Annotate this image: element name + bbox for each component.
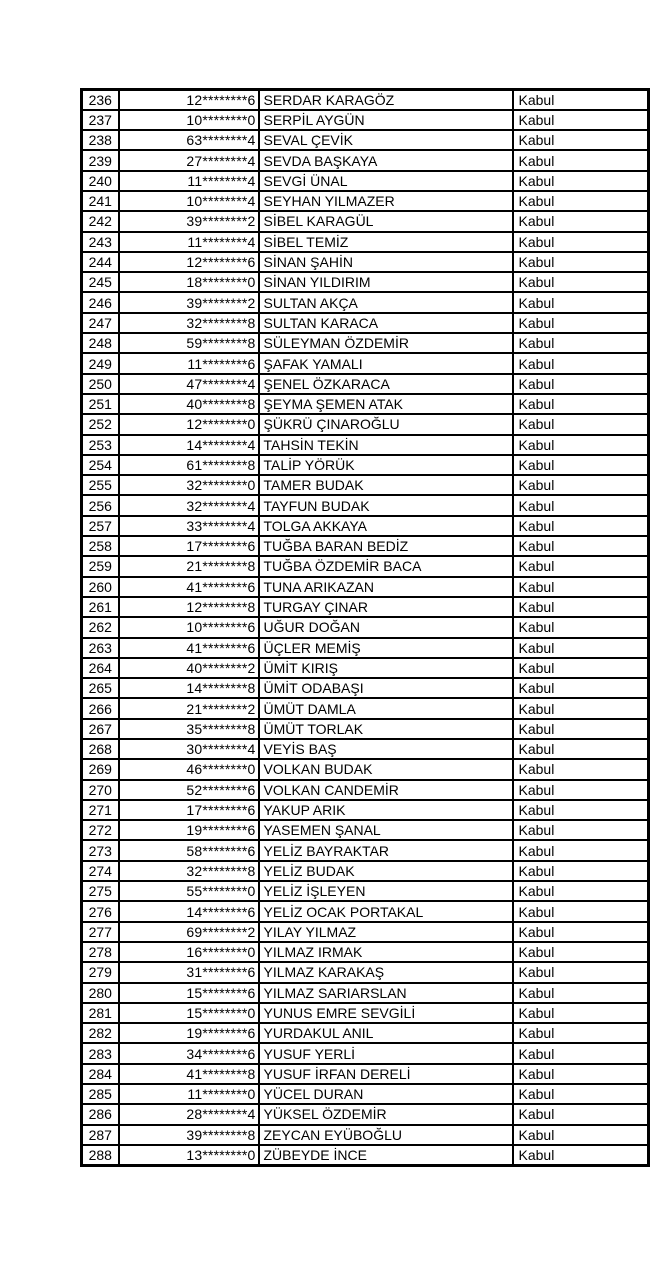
row-number-cell: 288 (82, 1145, 119, 1165)
name-cell: UĞUR DOĞAN (259, 617, 513, 637)
national-id-cell: 32********8 (119, 313, 259, 333)
row-number-cell: 241 (82, 191, 119, 211)
national-id-cell: 27********4 (119, 150, 259, 170)
row-number-cell: 282 (82, 1023, 119, 1043)
national-id-cell: 12********6 (119, 90, 259, 110)
row-number-cell: 285 (82, 1084, 119, 1104)
national-id-cell: 12********6 (119, 252, 259, 272)
table-row (82, 698, 649, 718)
table-row (82, 597, 649, 617)
name-cell: SEYHAN YILMAZER (259, 191, 513, 211)
table-row (82, 211, 649, 231)
row-number-cell: 283 (82, 1043, 119, 1063)
row-number-cell: 268 (82, 739, 119, 759)
row-number-cell: 245 (82, 272, 119, 292)
national-id-cell: 59********8 (119, 333, 259, 353)
row-number-cell: 251 (82, 394, 119, 414)
national-id-cell: 69********2 (119, 922, 259, 942)
row-number-cell: 258 (82, 536, 119, 556)
table-row (82, 881, 649, 901)
name-cell: TAHSİN TEKİN (259, 435, 513, 455)
name-cell: SEVGİ ÜNAL (259, 171, 513, 191)
table-row (82, 840, 649, 860)
national-id-cell: 46********0 (119, 759, 259, 779)
national-id-cell: 34********6 (119, 1043, 259, 1063)
status-cell: Kabul (513, 90, 649, 110)
name-cell: SİBEL TEMİZ (259, 232, 513, 252)
row-number-cell: 246 (82, 292, 119, 312)
status-cell: Kabul (513, 577, 649, 597)
status-cell: Kabul (513, 840, 649, 860)
status-cell: Kabul (513, 232, 649, 252)
row-number-cell: 249 (82, 353, 119, 373)
national-id-cell: 39********8 (119, 1125, 259, 1145)
name-cell: YILMAZ IRMAK (259, 942, 513, 962)
national-id-cell: 12********8 (119, 597, 259, 617)
row-number-cell: 247 (82, 313, 119, 333)
table-row (82, 90, 649, 110)
table-row (82, 313, 649, 333)
national-id-cell: 19********6 (119, 820, 259, 840)
status-cell: Kabul (513, 394, 649, 414)
status-cell: Kabul (513, 353, 649, 373)
national-id-cell: 40********8 (119, 394, 259, 414)
name-cell: SİNAN YILDIRIM (259, 272, 513, 292)
name-cell: TOLGA AKKAYA (259, 516, 513, 536)
name-cell: ŞÜKRÜ ÇINAROĞLU (259, 414, 513, 434)
name-cell: TUNA ARIKAZAN (259, 577, 513, 597)
name-cell: YÜCEL DURAN (259, 1084, 513, 1104)
name-cell: ÜÇLER MEMİŞ (259, 638, 513, 658)
row-number-cell: 250 (82, 374, 119, 394)
table-row (82, 901, 649, 921)
table-row (82, 171, 649, 191)
row-number-cell: 266 (82, 698, 119, 718)
national-id-cell: 15********6 (119, 983, 259, 1003)
row-number-cell: 270 (82, 780, 119, 800)
national-id-cell: 41********6 (119, 638, 259, 658)
name-cell: SİNAN ŞAHİN (259, 252, 513, 272)
row-number-cell: 257 (82, 516, 119, 536)
row-number-cell: 248 (82, 333, 119, 353)
national-id-cell: 32********0 (119, 475, 259, 495)
national-id-cell: 14********8 (119, 678, 259, 698)
row-number-cell: 256 (82, 495, 119, 515)
table-row (82, 495, 649, 515)
name-cell: ÜMİT KIRIŞ (259, 658, 513, 678)
status-cell: Kabul (513, 881, 649, 901)
name-cell: TAYFUN BUDAK (259, 495, 513, 515)
table-row (82, 1125, 649, 1145)
national-id-cell: 14********6 (119, 901, 259, 921)
name-cell: SEVDA BAŞKAYA (259, 150, 513, 170)
national-id-cell: 32********4 (119, 495, 259, 515)
table-row (82, 820, 649, 840)
national-id-cell: 61********8 (119, 455, 259, 475)
table-row (82, 1084, 649, 1104)
table-row (82, 353, 649, 373)
row-number-cell: 253 (82, 435, 119, 455)
status-cell: Kabul (513, 374, 649, 394)
national-id-cell: 63********4 (119, 130, 259, 150)
row-number-cell: 254 (82, 455, 119, 475)
table-row (82, 942, 649, 962)
row-number-cell: 243 (82, 232, 119, 252)
national-id-cell: 35********8 (119, 719, 259, 739)
national-id-cell: 11********6 (119, 353, 259, 373)
national-id-cell: 39********2 (119, 292, 259, 312)
national-id-cell: 17********6 (119, 800, 259, 820)
table-row (82, 130, 649, 150)
status-cell: Kabul (513, 191, 649, 211)
table-row (82, 983, 649, 1003)
national-id-cell: 30********4 (119, 739, 259, 759)
row-number-cell: 236 (82, 90, 119, 110)
status-cell: Kabul (513, 110, 649, 130)
row-number-cell: 259 (82, 556, 119, 576)
table-row (82, 252, 649, 272)
table-row (82, 638, 649, 658)
name-cell: YÜKSEL ÖZDEMİR (259, 1104, 513, 1124)
name-cell: YELİZ BUDAK (259, 861, 513, 881)
row-number-cell: 284 (82, 1064, 119, 1084)
status-cell: Kabul (513, 678, 649, 698)
row-number-cell: 267 (82, 719, 119, 739)
row-number-cell: 280 (82, 983, 119, 1003)
row-number-cell: 271 (82, 800, 119, 820)
national-id-cell: 11********4 (119, 232, 259, 252)
name-cell: VOLKAN CANDEMİR (259, 780, 513, 800)
row-number-cell: 286 (82, 1104, 119, 1124)
national-id-cell: 15********0 (119, 1003, 259, 1023)
national-id-cell: 33********4 (119, 516, 259, 536)
status-cell: Kabul (513, 171, 649, 191)
table-row (82, 780, 649, 800)
name-cell: SERDAR KARAGÖZ (259, 90, 513, 110)
table-row (82, 333, 649, 353)
status-cell: Kabul (513, 1043, 649, 1063)
status-cell: Kabul (513, 516, 649, 536)
national-id-cell: 11********4 (119, 171, 259, 191)
status-cell: Kabul (513, 800, 649, 820)
status-cell: Kabul (513, 252, 649, 272)
status-cell: Kabul (513, 414, 649, 434)
name-cell: TUĞBA ÖZDEMİR BACA (259, 556, 513, 576)
name-cell: ŞENEL ÖZKARACA (259, 374, 513, 394)
row-number-cell: 269 (82, 759, 119, 779)
row-number-cell: 275 (82, 881, 119, 901)
table-row (82, 1023, 649, 1043)
table-row (82, 374, 649, 394)
status-cell: Kabul (513, 1125, 649, 1145)
status-cell: Kabul (513, 272, 649, 292)
table-row (82, 272, 649, 292)
status-cell: Kabul (513, 292, 649, 312)
name-cell: ŞAFAK YAMALI (259, 353, 513, 373)
status-cell: Kabul (513, 698, 649, 718)
name-cell: SULTAN AKÇA (259, 292, 513, 312)
table-row (82, 577, 649, 597)
status-cell: Kabul (513, 901, 649, 921)
table-row (82, 719, 649, 739)
row-number-cell: 242 (82, 211, 119, 231)
name-cell: VEYİS BAŞ (259, 739, 513, 759)
row-number-cell: 279 (82, 962, 119, 982)
national-id-cell: 28********4 (119, 1104, 259, 1124)
name-cell: SİBEL KARAGÜL (259, 211, 513, 231)
table-row (82, 962, 649, 982)
row-number-cell: 262 (82, 617, 119, 637)
name-cell: YUSUF İRFAN DERELİ (259, 1064, 513, 1084)
status-cell: Kabul (513, 658, 649, 678)
table-row (82, 1104, 649, 1124)
name-cell: SEVAL ÇEVİK (259, 130, 513, 150)
status-cell: Kabul (513, 495, 649, 515)
status-cell: Kabul (513, 1145, 649, 1165)
national-id-cell: 12********0 (119, 414, 259, 434)
table-row (82, 414, 649, 434)
row-number-cell: 274 (82, 861, 119, 881)
status-cell: Kabul (513, 455, 649, 475)
status-cell: Kabul (513, 942, 649, 962)
table-row (82, 922, 649, 942)
name-cell: YUSUF YERLİ (259, 1043, 513, 1063)
national-id-cell: 41********6 (119, 577, 259, 597)
name-cell: TALİP YÖRÜK (259, 455, 513, 475)
name-cell: YELİZ OCAK PORTAKAL (259, 901, 513, 921)
name-cell: YELİZ İŞLEYEN (259, 881, 513, 901)
row-number-cell: 276 (82, 901, 119, 921)
table-row (82, 1064, 649, 1084)
table-row (82, 232, 649, 252)
national-id-cell: 40********2 (119, 658, 259, 678)
table-row (82, 617, 649, 637)
national-id-cell: 11********0 (119, 1084, 259, 1104)
status-cell: Kabul (513, 333, 649, 353)
applicant-table (80, 88, 650, 1167)
row-number-cell: 244 (82, 252, 119, 272)
status-cell: Kabul (513, 150, 649, 170)
name-cell: YURDAKUL ANIL (259, 1023, 513, 1043)
status-cell: Kabul (513, 597, 649, 617)
name-cell: ZÜBEYDE İNCE (259, 1145, 513, 1165)
table-row (82, 475, 649, 495)
table-row (82, 800, 649, 820)
status-cell: Kabul (513, 820, 649, 840)
status-cell: Kabul (513, 1104, 649, 1124)
national-id-cell: 10********0 (119, 110, 259, 130)
name-cell: YASEMEN ŞANAL (259, 820, 513, 840)
status-cell: Kabul (513, 1003, 649, 1023)
national-id-cell: 13********0 (119, 1145, 259, 1165)
row-number-cell: 238 (82, 130, 119, 150)
table-row (82, 150, 649, 170)
national-id-cell: 19********6 (119, 1023, 259, 1043)
national-id-cell: 39********2 (119, 211, 259, 231)
row-number-cell: 281 (82, 1003, 119, 1023)
name-cell: TUĞBA BARAN BEDİZ (259, 536, 513, 556)
table-row (82, 678, 649, 698)
national-id-cell: 16********0 (119, 942, 259, 962)
name-cell: ZEYCAN EYÜBOĞLU (259, 1125, 513, 1145)
table-row (82, 739, 649, 759)
table-row (82, 861, 649, 881)
row-number-cell: 255 (82, 475, 119, 495)
national-id-cell: 10********6 (119, 617, 259, 637)
national-id-cell: 21********2 (119, 698, 259, 718)
name-cell: SULTAN KARACA (259, 313, 513, 333)
table-row (82, 292, 649, 312)
name-cell: ÜMÜT DAMLA (259, 698, 513, 718)
row-number-cell: 261 (82, 597, 119, 617)
status-cell: Kabul (513, 1023, 649, 1043)
status-cell: Kabul (513, 983, 649, 1003)
status-cell: Kabul (513, 556, 649, 576)
status-cell: Kabul (513, 861, 649, 881)
status-cell: Kabul (513, 617, 649, 637)
row-number-cell: 272 (82, 820, 119, 840)
row-number-cell: 239 (82, 150, 119, 170)
national-id-cell: 10********4 (119, 191, 259, 211)
national-id-cell: 55********0 (119, 881, 259, 901)
status-cell: Kabul (513, 313, 649, 333)
status-cell: Kabul (513, 739, 649, 759)
row-number-cell: 263 (82, 638, 119, 658)
row-number-cell: 264 (82, 658, 119, 678)
name-cell: YELİZ BAYRAKTAR (259, 840, 513, 860)
national-id-cell: 58********6 (119, 840, 259, 860)
name-cell: TAMER BUDAK (259, 475, 513, 495)
table-row (82, 455, 649, 475)
name-cell: VOLKAN BUDAK (259, 759, 513, 779)
status-cell: Kabul (513, 211, 649, 231)
row-number-cell: 240 (82, 171, 119, 191)
table-row (82, 1145, 649, 1165)
status-cell: Kabul (513, 435, 649, 455)
row-number-cell: 260 (82, 577, 119, 597)
status-cell: Kabul (513, 922, 649, 942)
name-cell: YILMAZ KARAKAŞ (259, 962, 513, 982)
status-cell: Kabul (513, 536, 649, 556)
name-cell: ÜMİT ODABAŞI (259, 678, 513, 698)
table-row (82, 658, 649, 678)
status-cell: Kabul (513, 962, 649, 982)
national-id-cell: 14********4 (119, 435, 259, 455)
name-cell: YILMAZ SARIARSLAN (259, 983, 513, 1003)
status-cell: Kabul (513, 130, 649, 150)
table-row (82, 435, 649, 455)
national-id-cell: 17********6 (119, 536, 259, 556)
national-id-cell: 41********8 (119, 1064, 259, 1084)
status-cell: Kabul (513, 1064, 649, 1084)
national-id-cell: 52********6 (119, 780, 259, 800)
national-id-cell: 21********8 (119, 556, 259, 576)
table-row (82, 1003, 649, 1023)
row-number-cell: 278 (82, 942, 119, 962)
status-cell: Kabul (513, 638, 649, 658)
name-cell: YAKUP ARIK (259, 800, 513, 820)
table-row (82, 110, 649, 130)
national-id-cell: 32********8 (119, 861, 259, 881)
status-cell: Kabul (513, 759, 649, 779)
row-number-cell: 265 (82, 678, 119, 698)
name-cell: SERPİL AYGÜN (259, 110, 513, 130)
table-row (82, 516, 649, 536)
table-row (82, 556, 649, 576)
status-cell: Kabul (513, 780, 649, 800)
name-cell: YUNUS EMRE SEVGİLİ (259, 1003, 513, 1023)
national-id-cell: 31********6 (119, 962, 259, 982)
table-row (82, 759, 649, 779)
row-number-cell: 237 (82, 110, 119, 130)
table-row (82, 191, 649, 211)
applicant-table-body (82, 90, 649, 1166)
name-cell: ŞEYMA ŞEMEN ATAK (259, 394, 513, 414)
name-cell: ÜMÜT TORLAK (259, 719, 513, 739)
status-cell: Kabul (513, 719, 649, 739)
national-id-cell: 18********0 (119, 272, 259, 292)
row-number-cell: 273 (82, 840, 119, 860)
name-cell: SÜLEYMAN ÖZDEMİR (259, 333, 513, 353)
table-row (82, 394, 649, 414)
name-cell: YILAY YILMAZ (259, 922, 513, 942)
table-row (82, 1043, 649, 1063)
status-cell: Kabul (513, 1084, 649, 1104)
status-cell: Kabul (513, 475, 649, 495)
row-number-cell: 277 (82, 922, 119, 942)
national-id-cell: 47********4 (119, 374, 259, 394)
row-number-cell: 287 (82, 1125, 119, 1145)
table-row (82, 536, 649, 556)
name-cell: TURGAY ÇINAR (259, 597, 513, 617)
row-number-cell: 252 (82, 414, 119, 434)
